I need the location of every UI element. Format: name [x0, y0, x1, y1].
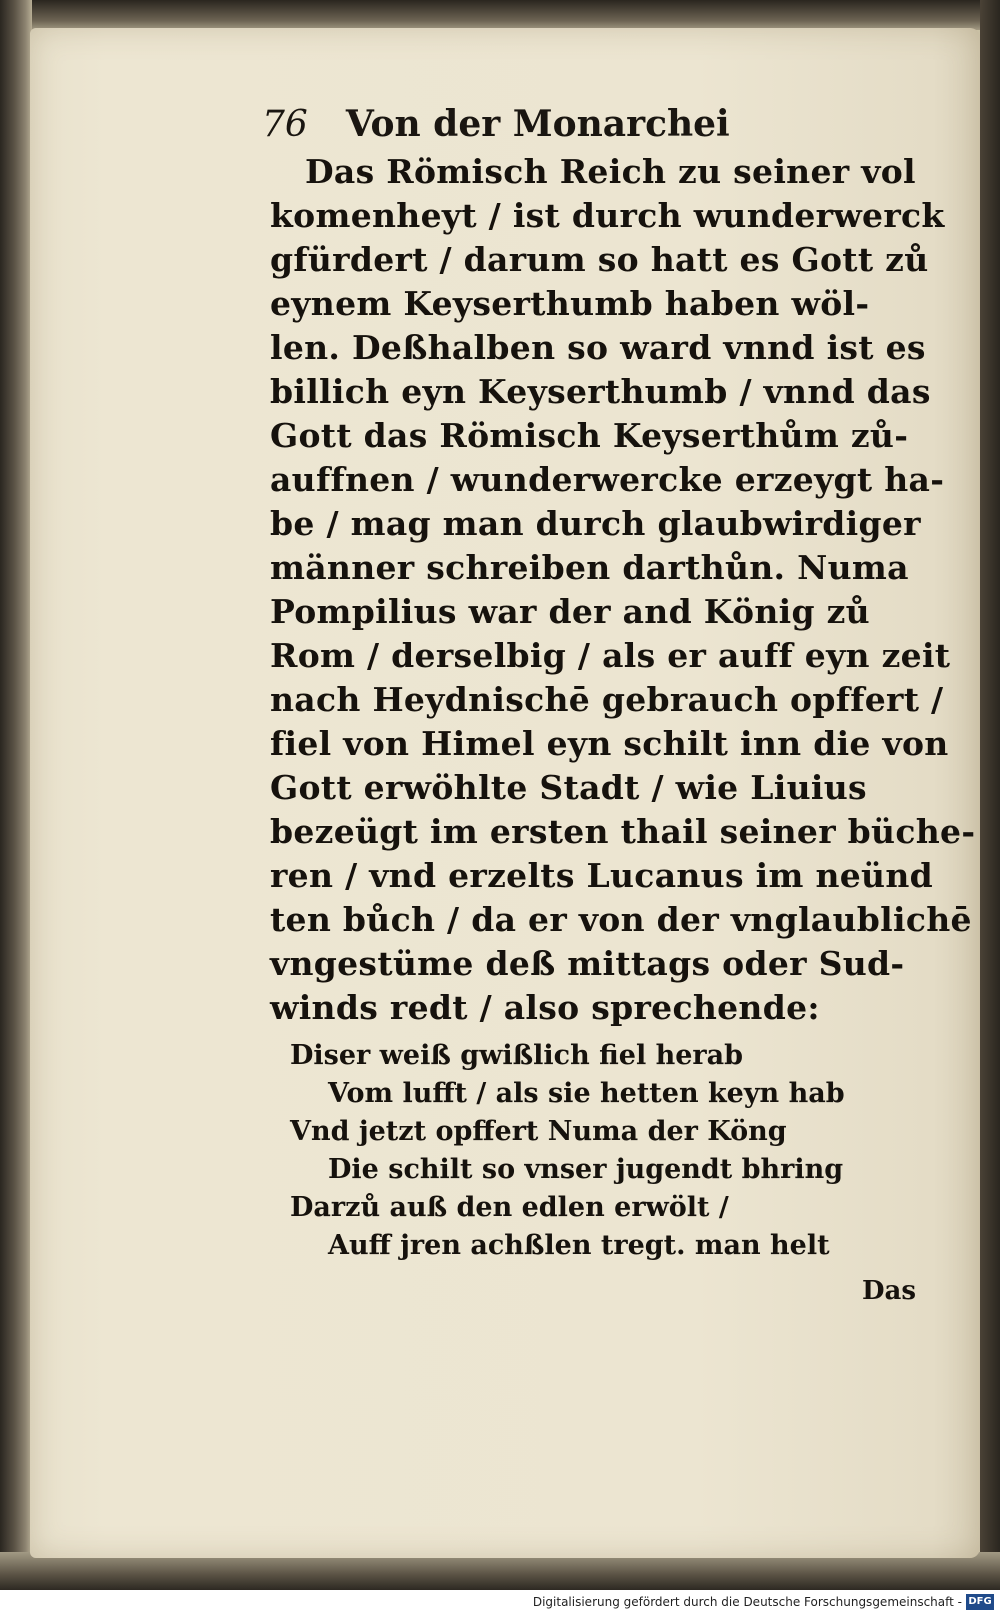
body-line: nach Heydnischē gebrauch opffert / — [270, 680, 944, 719]
book-edge-left — [0, 0, 32, 1590]
body-line: Gott das Römisch Keyserthům zů- — [270, 416, 909, 455]
body-line: bezeügt im ersten thail seiner büche- — [270, 812, 976, 851]
body-line: männer schreiben darthůn. Numa — [270, 548, 909, 587]
running-head — [262, 103, 730, 153]
body-line: winds redt / also sprechende: — [270, 988, 820, 1027]
verse-line: Auff jren achßlen tregt. man helt — [328, 1230, 830, 1261]
footer-credit: Digitalisierung gefördert durch die Deutsche Forschungsgemeinschaft - — [532, 1595, 962, 1609]
body-line: auffnen / wunderwercke erzeygt ha- — [270, 460, 945, 499]
body-line: Rom / derselbig / als er auff eyn zeit — [270, 636, 951, 675]
body-line: Gott erwöhlte Stadt / wie Liuius — [270, 768, 867, 807]
running-head-title: Von der Monarchei — [345, 103, 730, 145]
body-line: len. Deßhalben so ward vnnd ist es — [270, 328, 926, 367]
page-number: 76 — [262, 104, 308, 145]
verse-line: Diser weiß gwißlich fiel herab — [290, 1040, 744, 1071]
body-line: eynem Keyserthumb haben wöl- — [270, 284, 870, 323]
body-line: gfürdert / darum so hatt es Gott zů — [270, 240, 929, 279]
body-line: fiel von Himel eyn schilt inn die von — [270, 724, 949, 763]
verse-line: Vom lufft / als sie hetten keyn hab — [328, 1078, 845, 1109]
verse-line: Darzů auß den edlen erwölt / — [290, 1192, 729, 1223]
body-line: ren / vnd erzelts Lucanus im neünd — [270, 856, 934, 895]
book-edge-top — [0, 0, 1000, 30]
body-line: billich eyn Keyserthumb / vnnd das — [270, 372, 931, 411]
footer-bar — [0, 1590, 1000, 1616]
body-line: ten bůch / da er von der vnglaublichē — [270, 900, 972, 939]
body-line: be / mag man durch glaubwirdiger — [270, 504, 921, 543]
verse-line: Vnd jetzt opffert Numa der Köng — [290, 1116, 787, 1147]
catchword: Das — [862, 1276, 917, 1306]
verse-line: Die schilt so vnser jugendt bhring — [328, 1154, 844, 1185]
body-line: Pompilius war der and König zů — [270, 592, 870, 631]
body-line: Das Römisch Reich zu seiner vol — [305, 152, 916, 191]
book-edge-right — [980, 0, 1000, 1590]
dfg-logo-icon: DFG — [966, 1594, 994, 1610]
body-line: komenheyt / ist durch wunderwerck — [270, 196, 945, 235]
body-line: vngestüme deß mittags oder Sud- — [270, 944, 905, 983]
